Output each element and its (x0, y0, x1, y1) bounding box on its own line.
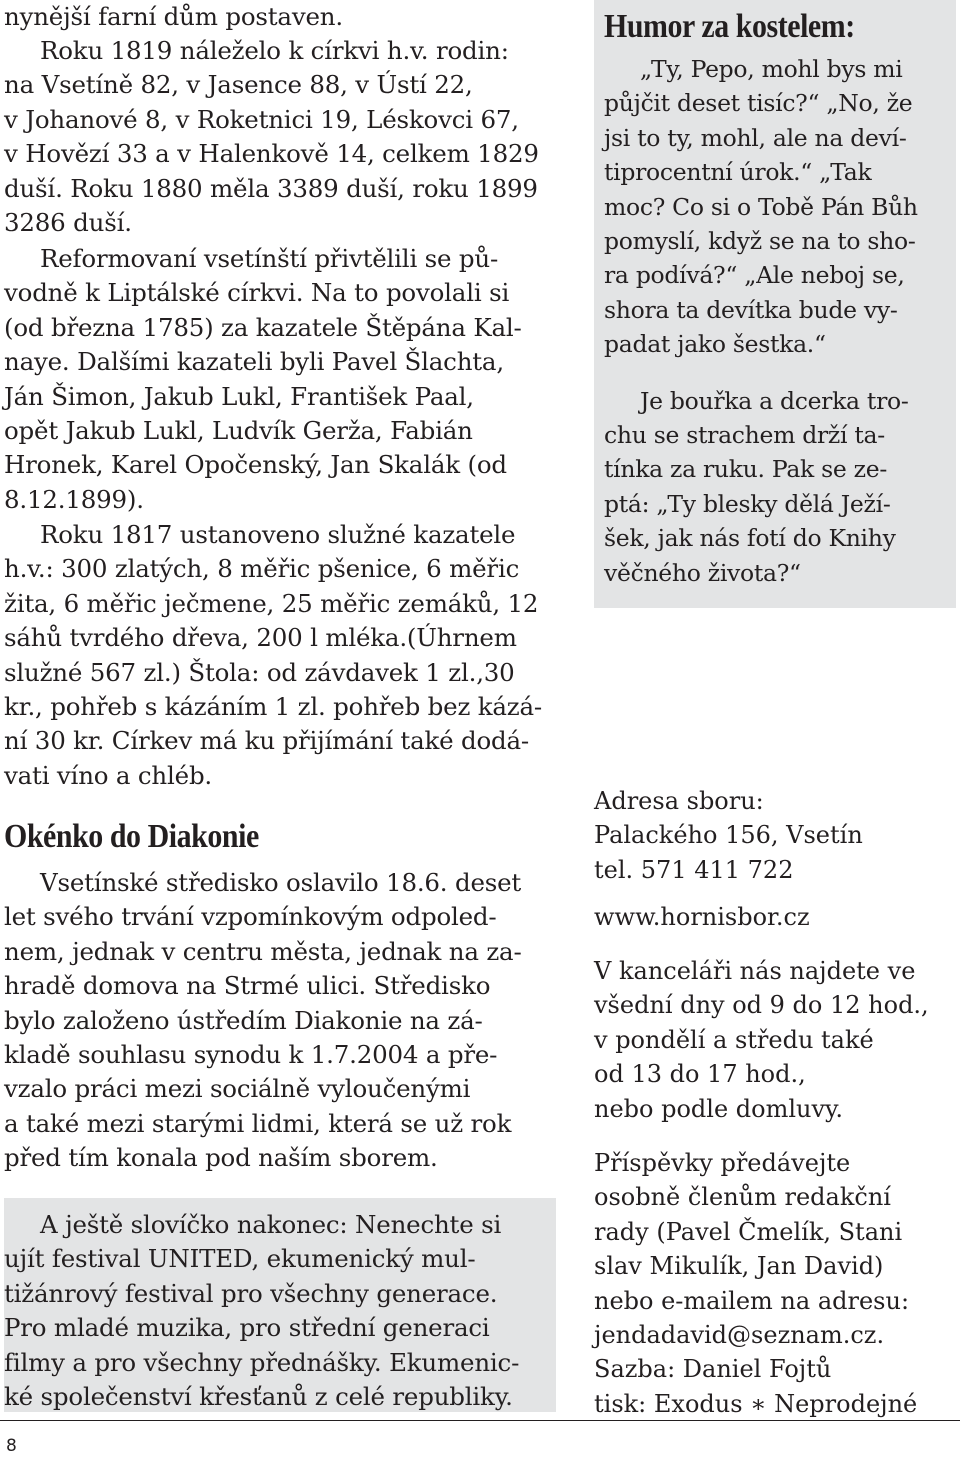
office-hours (594, 954, 956, 1126)
text-line: jsi to ty, mohl, ale na deví- (604, 123, 907, 152)
text-line: Palackého 156, Vsetín (594, 821, 863, 850)
page-number: 8 (6, 1436, 17, 1456)
festival-note-box (4, 1198, 556, 1412)
text-line: duší. Roku 1880 měla 3389 duší, roku 1899 (4, 173, 538, 203)
diakonie-heading: Okénko do Diakonie (4, 818, 259, 855)
text-line: „Ty, Pepo, mohl bys mi (640, 55, 903, 83)
text-line: padat jako šestka.“ (604, 330, 826, 359)
text-line: kladě souhlasu synodu k 1.7.2004 a pře- (4, 1040, 498, 1070)
text-line: tisk: Exodus ∗ Neprodejné (594, 1389, 918, 1418)
text-line: věčného života?“ (604, 558, 801, 587)
text-line: Ján Šimon, Jakub Lukl, František Paal, (4, 381, 474, 411)
text-line: tínka za ruku. Pak se ze- (604, 455, 888, 484)
text-line: v Johanové 8, v Roketnici 19, Léskovci 67, (4, 104, 519, 134)
text-line: let svého trvání vzpomínkovým odpoled- (4, 902, 497, 932)
text-line: nem, jednak v centru města, jednak na za- (4, 936, 522, 966)
humor-heading: Humor za kostelem: (604, 8, 855, 45)
text-line: tižánrový festival pro všechny generace. (4, 1278, 498, 1308)
website-link[interactable]: www.hornisbor.cz (594, 903, 810, 931)
text-line: Hronek, Karel Opočenský, Jan Skalák (od (4, 450, 507, 480)
text-line: opět Jakub Lukl, Ludvík Gerža, Fabián (4, 416, 473, 446)
text-line: služné 567 zl.) Štola: od závdavek 1 zl.,30 (4, 657, 515, 687)
joke-two (604, 384, 948, 590)
text-line: 8.12.1899). (4, 484, 144, 514)
editorial-info (594, 1146, 956, 1421)
text-line: 3286 duší. (4, 208, 132, 238)
text-line: ptá: „Ty blesky dělá Ježí- (604, 489, 891, 518)
text-line: Adresa sboru: (594, 787, 764, 815)
parish-census-paragraph (4, 34, 560, 240)
text-line: ujít festival UNITED, ekumenický mul- (4, 1244, 476, 1274)
text-line: Roku 1817 ustanoveno služné kazatele (40, 520, 516, 549)
text-line: nebo podle domluvy. (594, 1094, 844, 1123)
text-line: bylo založeno ústředím Diakonie na zá- (4, 1005, 483, 1035)
text-line: Vsetínské středisko oslavilo 18.6. deset (40, 868, 522, 897)
text-line: sáhů tvrdého dřeva, 200 l mléka.(Úhrnem (4, 623, 517, 653)
text-line: šek, jak nás fotí do Knihy (604, 524, 896, 553)
text-line: slav Mikulík, Jan David) (594, 1252, 884, 1281)
text-line: půjčit deset tisíc?“ „No, že (604, 89, 913, 118)
diakonie-paragraph (4, 866, 560, 1176)
text-line: naye. Dalšími kazateli byli Pavel Šlachta, (4, 347, 504, 377)
reformed-history-paragraph (4, 242, 560, 517)
text-line: vati víno a chléb. (4, 760, 213, 790)
humor-box (594, 0, 956, 608)
text-line: A ještě slovíčko nakonec: Nenechte si (40, 1210, 502, 1239)
text-line: pomyslí, když se na to sho- (604, 227, 916, 256)
text-line: shora ta devítka bude vy- (604, 295, 898, 324)
text-line: h.v.: 300 zlatých, 8 měřic pšenice, 6 měřic (4, 554, 520, 584)
text-line: hradě domova na Strmé ulici. Středisko (4, 971, 491, 1001)
humor-content (604, 8, 948, 590)
text-line: nebo e-mailem na adresu: (594, 1286, 910, 1315)
text-line: všední dny od 9 do 12 hod., (594, 991, 929, 1020)
text-line: tiprocentní úrok.“ „Tak (604, 158, 872, 187)
text-line: a také mezi starými lidmi, která se už rok (4, 1108, 512, 1138)
text-line: Je bouřka a dcerka tro- (640, 386, 909, 415)
text-line: nynější farní dům postaven. (4, 2, 343, 31)
text-line: žita, 6 měřic ječmene, 25 měřic zemáků, 12 (4, 588, 539, 618)
text-line: vodně k Liptálské církvi. Na to povolali si (4, 278, 510, 308)
text-line: v pondělí a středu také (594, 1025, 874, 1054)
text-line: vzalo práci mezi sociálně vyloučenými (4, 1074, 471, 1104)
text-line: Příspěvky předávejte (594, 1149, 851, 1177)
text-line: před tím konala pod naším sborem. (4, 1143, 438, 1173)
text-line: moc? Co si o Tobě Pán Bůh (604, 192, 918, 221)
text-line: Reformovaní vsetínští přivtělili se pů- (40, 244, 499, 273)
text-line: od 13 do 17 hod., (594, 1060, 806, 1089)
text-line: filmy a pro všechny přednášky. Ekumenic- (4, 1347, 520, 1377)
text-line: na Vsetíně 82, v Jasence 88, v Ústí 22, (4, 70, 473, 100)
text-line: v Hovězí 33 a v Halenkově 14, celkem 1829 (4, 139, 539, 169)
text-line: (od března 1785) za kazatele Štěpána Kal- (4, 312, 522, 342)
text-line: Sazba: Daniel Fojtů (594, 1355, 832, 1384)
church-website (594, 900, 956, 934)
church-address (594, 784, 956, 887)
footer-rule (0, 1420, 960, 1421)
text-line: V kanceláři nás najdete ve (594, 957, 916, 985)
text-line: kr., pohřeb s kázáním 1 zl. pohřeb bez kázá- (4, 692, 542, 722)
text-line: tel. 571 411 722 (594, 855, 794, 884)
intro-paragraph (4, 0, 560, 34)
email-link[interactable]: jendadavid@seznam.cz. (594, 1321, 885, 1350)
text-line: ké společenství křesťanů z celé republiky. (4, 1382, 513, 1412)
text-line: Roku 1819 náleželo k církvi h.v. rodin: (40, 36, 509, 65)
salary-paragraph (4, 518, 560, 793)
festival-note-text (4, 1208, 556, 1414)
text-line: Pro mladé muzika, pro střední generaci (4, 1313, 490, 1343)
joke-one (604, 52, 948, 362)
text-line: ní 30 kr. Církev má ku přijímání také dodá- (4, 726, 530, 756)
text-line: chu se strachem drží ta- (604, 421, 885, 450)
text-line: rady (Pavel Čmelík, Stani (594, 1217, 903, 1246)
text-line: osobně členům redakční (594, 1183, 891, 1212)
text-line: ra podívá?“ „Ale neboj se, (604, 261, 905, 290)
